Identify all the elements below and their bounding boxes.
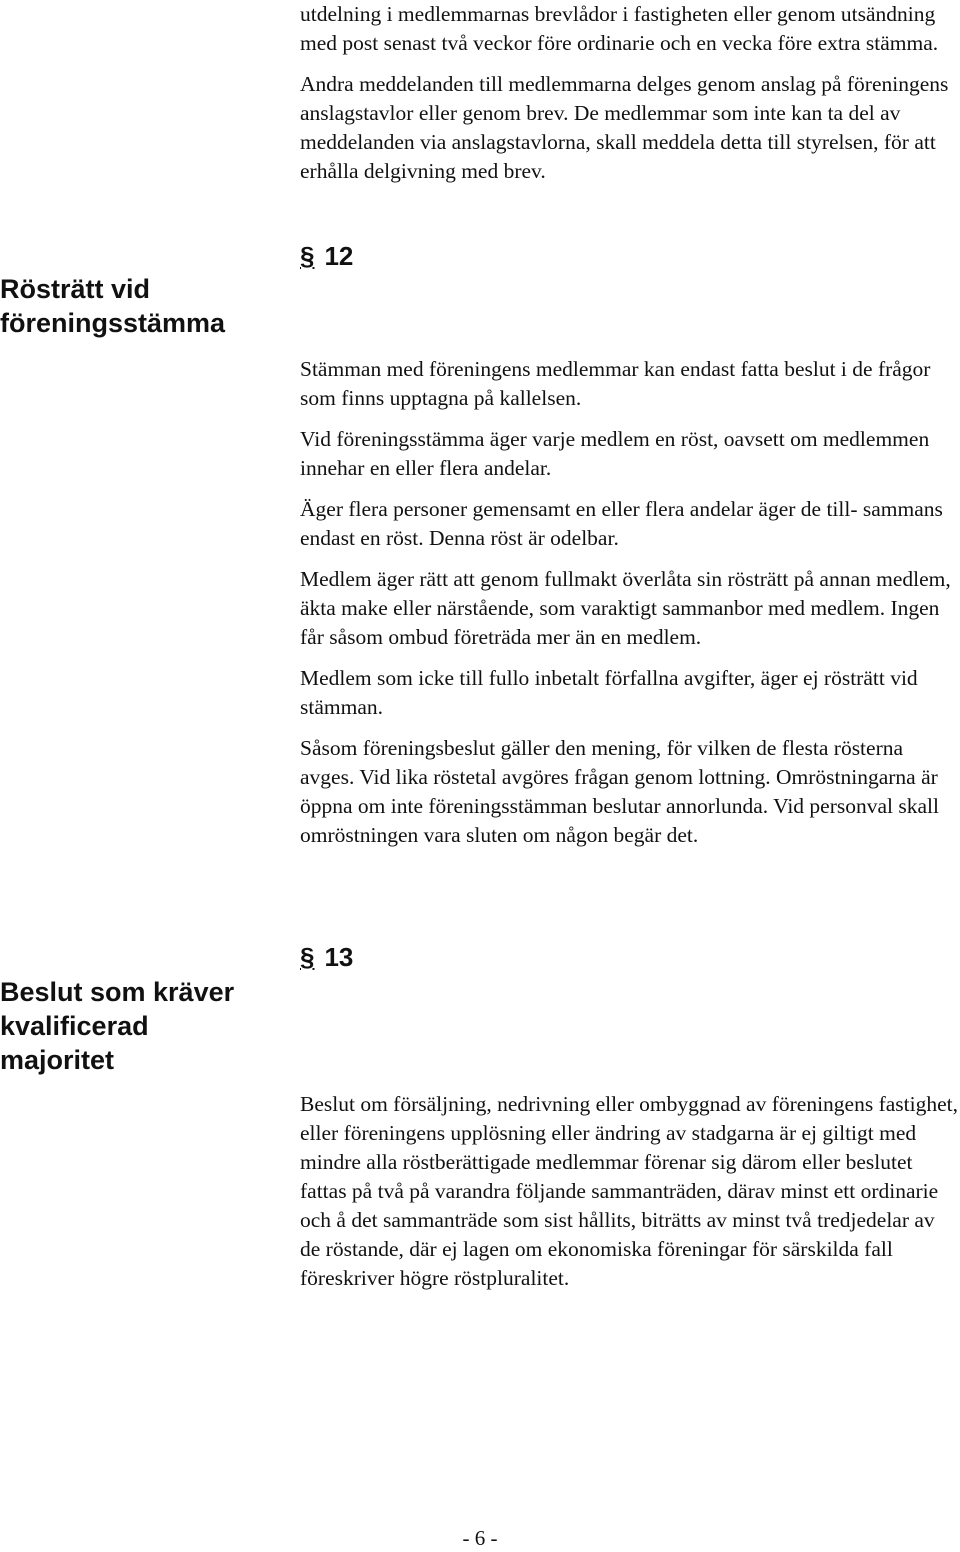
section-symbol: § bbox=[300, 241, 315, 271]
paragraph: utdelning i medlemmarnas brevlådor i fastigheten eller genom utsändning med post senast två veckor före ordinarie och en vecka före extra stämma. bbox=[300, 2, 939, 55]
side-heading-line: Beslut som kräver bbox=[0, 977, 235, 1007]
section-symbol: § bbox=[300, 942, 315, 972]
top-text-block bbox=[300, 0, 960, 186]
section-number-12 bbox=[300, 240, 353, 272]
side-heading-line: föreningsstämma bbox=[0, 308, 226, 338]
paragraph: Medlem äger rätt att genom fullmakt överlåta sin rösträtt på annan medlem, äkta make eller närstående, som varaktigt sammanbor med medlem. Ingen får såsom ombud företräda mer än en medlem. bbox=[300, 567, 951, 649]
section-12-body bbox=[300, 355, 960, 850]
section-number: 13 bbox=[324, 942, 354, 972]
side-heading-rostratt bbox=[0, 272, 225, 340]
section-number: 12 bbox=[324, 241, 354, 271]
paragraph: Beslut om försäljning, nedrivning eller ombyggnad av föreningens fastighet, eller föreningens upplösning eller ändring av stadgarna är ej giltigt med mindre alla röstberättigade medlemmar förenar sig därom eller beslutet fattas på två på varandra följande sammanträden, därav minst ett ordinarie och å det sammanträde som sist hållits, biträtts av minst två tredjedelar av de röstande, där ej lagen om ekonomiska föreningar för särskilda fall föreskriver högre röstpluralitet. bbox=[300, 1092, 958, 1290]
paragraph: Medlem som icke till fullo inbetalt förfallna avgifter, äger ej rösträtt vid stämman. bbox=[300, 666, 918, 719]
side-heading-line: Rösträtt vid bbox=[0, 274, 151, 304]
section-13-body bbox=[300, 1090, 960, 1293]
side-heading-beslut bbox=[0, 975, 234, 1077]
side-heading-line: kvalificerad bbox=[0, 1011, 149, 1041]
page-number: - 6 - bbox=[462, 1526, 498, 1550]
paragraph: Vid föreningsstämma äger varje medlem en röst, oavsett om medlemmen innehar en eller flera andelar. bbox=[300, 427, 930, 480]
section-number-13 bbox=[300, 941, 353, 973]
paragraph: Äger flera personer gemensamt en eller flera andelar äger de till- sammans endast en röst. Denna röst är odelbar. bbox=[300, 497, 943, 550]
side-heading-line: majoritet bbox=[0, 1045, 115, 1075]
paragraph: Stämman med föreningens medlemmar kan endast fatta beslut i de frågor som finns upptagna på kallelsen. bbox=[300, 357, 931, 410]
paragraph: Andra meddelanden till medlemmarna delges genom anslag på föreningens anslagstavlor eller genom brev. De medlemmar som inte kan ta del av meddelanden via anslagstavlorna, skall meddela detta till styrelsen, för att erhålla delgivning med brev. bbox=[300, 72, 949, 183]
paragraph: Såsom föreningsbeslut gäller den mening, för vilken de flesta rösterna avges. Vid lika röstetal avgöres frågan genom lottning. Omröstningarna är öppna om inte föreningsstämman beslutar annorlunda. Vid personval skall omröstningen vara sluten om någon begär det. bbox=[300, 736, 939, 847]
